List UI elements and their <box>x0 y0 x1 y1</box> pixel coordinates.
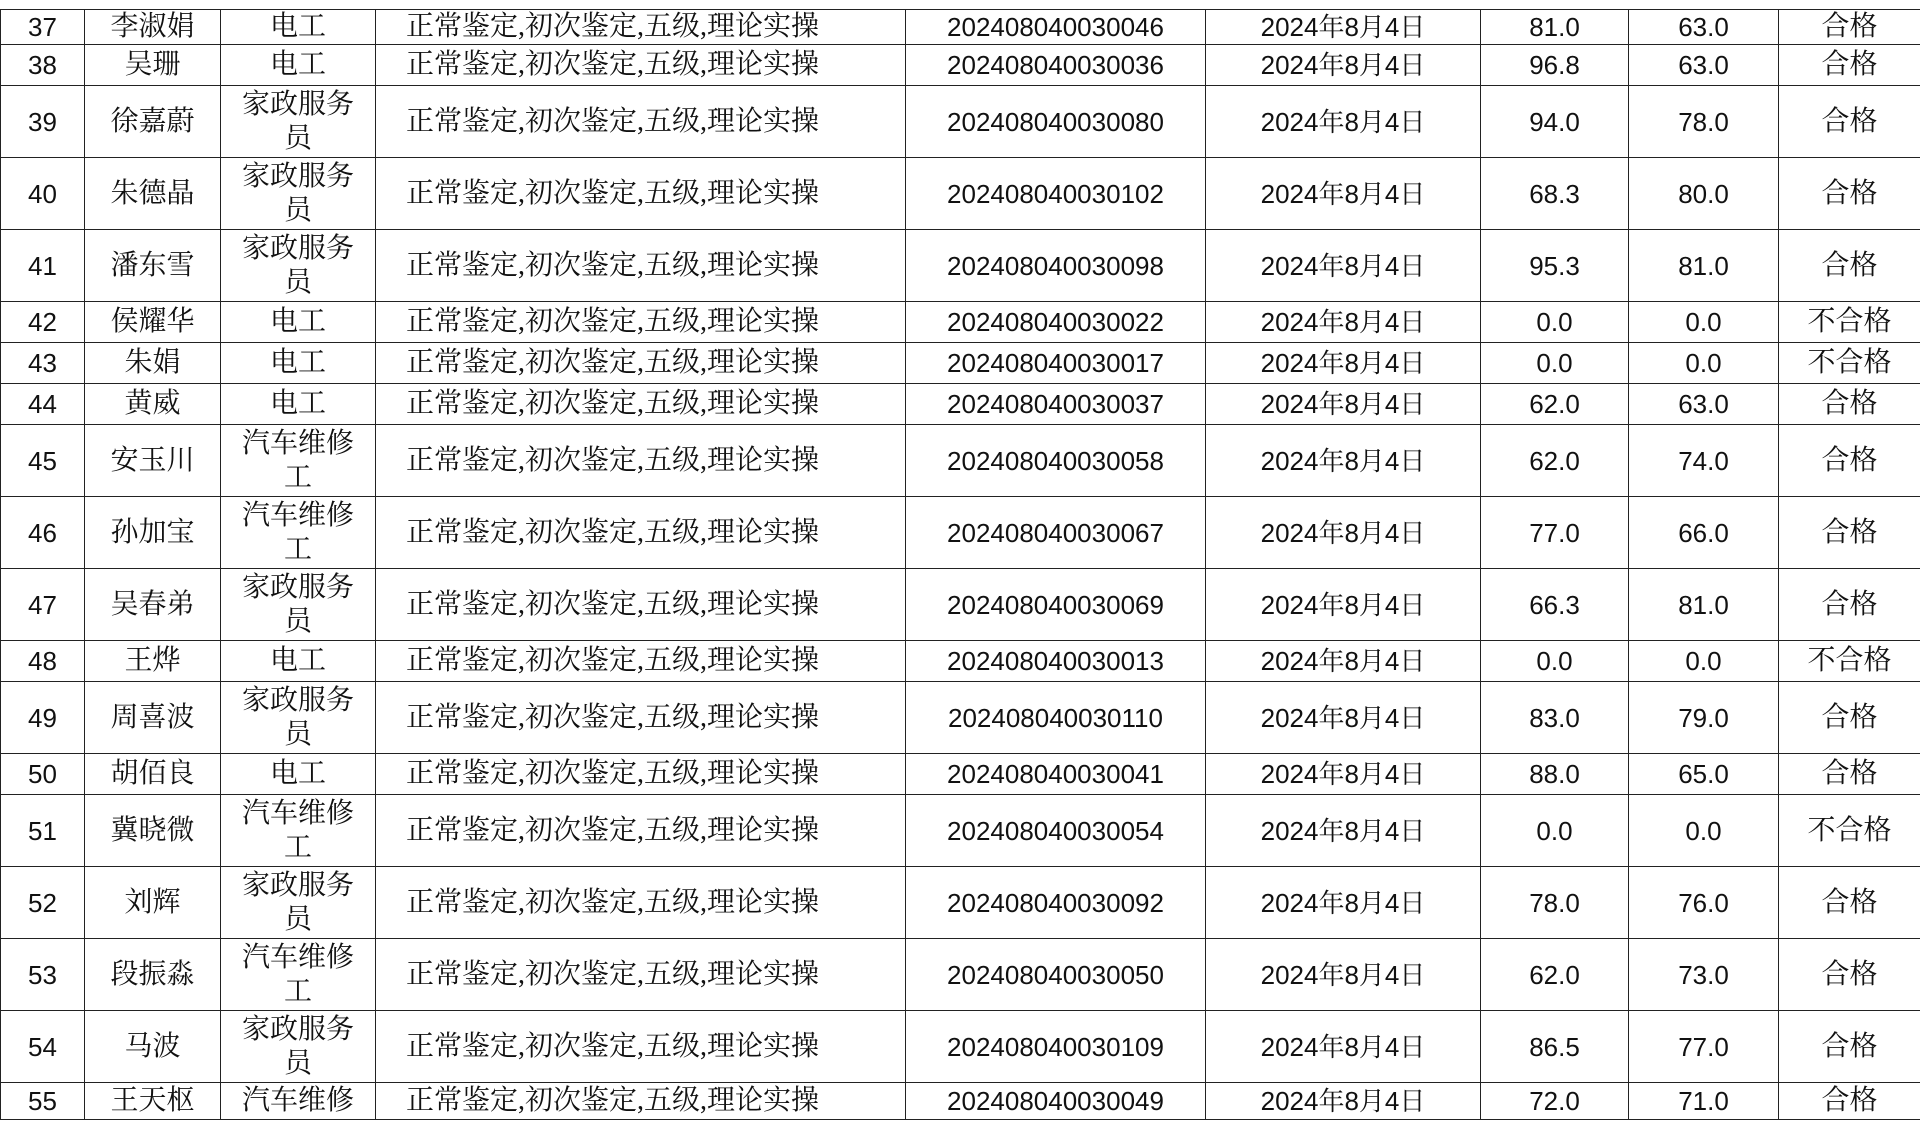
assessment-type-cell: 正常鉴定,初次鉴定,五级,理论实操 <box>376 384 906 425</box>
name-cell: 李淑娟 <box>85 10 221 45</box>
exam-date-cell: 2024年8月4日 <box>1206 867 1481 939</box>
name-cell: 潘东雪 <box>85 230 221 302</box>
occupation-label: 家政服务员 <box>241 232 354 298</box>
occupation-cell <box>221 45 376 86</box>
result-cell: 合格 <box>1779 569 1920 641</box>
name-cell: 黄威 <box>85 384 221 425</box>
assessment-type-cell: 正常鉴定,初次鉴定,五级,理论实操 <box>376 45 906 86</box>
occupation-label: 汽车维修 <box>241 1085 354 1116</box>
assessment-type-cell: 正常鉴定,初次鉴定,五级,理论实操 <box>376 795 906 867</box>
practical-score-cell: 0.0 <box>1629 302 1779 343</box>
theory-score-cell: 0.0 <box>1481 302 1629 343</box>
theory-score-cell: 0.0 <box>1481 343 1629 384</box>
assessment-type-cell: 正常鉴定,初次鉴定,五级,理论实操 <box>376 497 906 569</box>
row-number: 38 <box>1 45 85 86</box>
table-row <box>1 682 1920 754</box>
name-cell: 吴珊 <box>85 45 221 86</box>
theory-score-cell: 77.0 <box>1481 497 1629 569</box>
occupation-label: 汽车维修工 <box>241 941 354 1007</box>
theory-score-cell: 88.0 <box>1481 754 1629 795</box>
theory-score-cell: 62.0 <box>1481 939 1629 1011</box>
practical-score-cell: 79.0 <box>1629 682 1779 754</box>
occupation-label: 电工 <box>269 11 326 42</box>
occupation-cell <box>221 158 376 230</box>
practical-score-cell: 78.0 <box>1629 86 1779 158</box>
practical-score-cell: 76.0 <box>1629 867 1779 939</box>
occupation-cell <box>221 384 376 425</box>
theory-score-cell: 83.0 <box>1481 682 1629 754</box>
table-row <box>1 939 1920 1011</box>
exam-date-cell: 2024年8月4日 <box>1206 158 1481 230</box>
table-row <box>1 1011 1920 1083</box>
result-cell: 合格 <box>1779 754 1920 795</box>
occupation-cell <box>221 343 376 384</box>
theory-score-cell: 94.0 <box>1481 86 1629 158</box>
table-row <box>1 302 1920 343</box>
name-cell: 徐嘉蔚 <box>85 86 221 158</box>
exam-date-cell: 2024年8月4日 <box>1206 795 1481 867</box>
table-row <box>1 795 1920 867</box>
assessment-type-cell: 正常鉴定,初次鉴定,五级,理论实操 <box>376 569 906 641</box>
exam-date-cell: 2024年8月4日 <box>1206 86 1481 158</box>
table-row <box>1 384 1920 425</box>
row-number: 52 <box>1 867 85 939</box>
occupation-cell <box>221 230 376 302</box>
assessment-type-cell: 正常鉴定,初次鉴定,五级,理论实操 <box>376 754 906 795</box>
occupation-cell <box>221 641 376 682</box>
exam-date-cell: 2024年8月4日 <box>1206 569 1481 641</box>
certificate-number-cell: 202408040030013 <box>906 641 1206 682</box>
assessment-type-cell: 正常鉴定,初次鉴定,五级,理论实操 <box>376 10 906 45</box>
table-row <box>1 10 1920 45</box>
assessment-type-cell: 正常鉴定,初次鉴定,五级,理论实操 <box>376 302 906 343</box>
occupation-cell <box>221 86 376 158</box>
certificate-number-cell: 202408040030017 <box>906 343 1206 384</box>
row-number: 42 <box>1 302 85 343</box>
table-row <box>1 343 1920 384</box>
theory-score-cell: 86.5 <box>1481 1011 1629 1083</box>
table-row <box>1 497 1920 569</box>
assessment-type-cell: 正常鉴定,初次鉴定,五级,理论实操 <box>376 682 906 754</box>
result-cell: 合格 <box>1779 425 1920 497</box>
name-cell: 安玉川 <box>85 425 221 497</box>
theory-score-cell: 68.3 <box>1481 158 1629 230</box>
certificate-number-cell: 202408040030067 <box>906 497 1206 569</box>
occupation-cell <box>221 939 376 1011</box>
name-cell: 朱德晶 <box>85 158 221 230</box>
assessment-type-cell: 正常鉴定,初次鉴定,五级,理论实操 <box>376 1083 906 1120</box>
exam-date-cell: 2024年8月4日 <box>1206 10 1481 45</box>
occupation-cell <box>221 867 376 939</box>
exam-date-cell: 2024年8月4日 <box>1206 1011 1481 1083</box>
result-cell: 合格 <box>1779 158 1920 230</box>
certificate-number-cell: 202408040030058 <box>906 425 1206 497</box>
name-cell: 马波 <box>85 1011 221 1083</box>
occupation-label: 汽车维修工 <box>241 499 354 565</box>
row-number: 49 <box>1 682 85 754</box>
result-cell: 合格 <box>1779 497 1920 569</box>
theory-score-cell: 0.0 <box>1481 795 1629 867</box>
assessment-type-cell: 正常鉴定,初次鉴定,五级,理论实操 <box>376 230 906 302</box>
occupation-cell <box>221 795 376 867</box>
occupation-label: 家政服务员 <box>241 88 354 154</box>
certificate-number-cell: 202408040030046 <box>906 10 1206 45</box>
exam-date-cell: 2024年8月4日 <box>1206 45 1481 86</box>
occupation-label: 电工 <box>269 758 326 789</box>
table-row <box>1 45 1920 86</box>
theory-score-cell: 62.0 <box>1481 425 1629 497</box>
row-number: 40 <box>1 158 85 230</box>
occupation-cell <box>221 1011 376 1083</box>
name-cell: 吴春弟 <box>85 569 221 641</box>
occupation-cell <box>221 425 376 497</box>
certificate-number-cell: 202408040030022 <box>906 302 1206 343</box>
occupation-cell <box>221 302 376 343</box>
exam-date-cell: 2024年8月4日 <box>1206 1083 1481 1120</box>
practical-score-cell: 81.0 <box>1629 569 1779 641</box>
table-row <box>1 754 1920 795</box>
occupation-label: 电工 <box>269 645 326 676</box>
result-cell: 不合格 <box>1779 343 1920 384</box>
theory-score-cell: 96.8 <box>1481 45 1629 86</box>
name-cell: 王天枢 <box>85 1083 221 1120</box>
table-row <box>1 86 1920 158</box>
result-cell: 合格 <box>1779 1011 1920 1083</box>
row-number: 47 <box>1 569 85 641</box>
practical-score-cell: 80.0 <box>1629 158 1779 230</box>
row-number: 45 <box>1 425 85 497</box>
table-row <box>1 641 1920 682</box>
result-cell: 不合格 <box>1779 795 1920 867</box>
practical-score-cell: 66.0 <box>1629 497 1779 569</box>
result-cell: 合格 <box>1779 1083 1920 1120</box>
assessment-type-cell: 正常鉴定,初次鉴定,五级,理论实操 <box>376 867 906 939</box>
row-number: 51 <box>1 795 85 867</box>
exam-date-cell: 2024年8月4日 <box>1206 425 1481 497</box>
practical-score-cell: 63.0 <box>1629 10 1779 45</box>
exam-date-cell: 2024年8月4日 <box>1206 754 1481 795</box>
result-cell: 合格 <box>1779 230 1920 302</box>
result-cell: 不合格 <box>1779 302 1920 343</box>
row-number: 43 <box>1 343 85 384</box>
row-number: 54 <box>1 1011 85 1083</box>
exam-date-cell: 2024年8月4日 <box>1206 230 1481 302</box>
theory-score-cell: 0.0 <box>1481 641 1629 682</box>
result-cell: 合格 <box>1779 384 1920 425</box>
name-cell: 王烨 <box>85 641 221 682</box>
result-cell: 合格 <box>1779 45 1920 86</box>
practical-score-cell: 71.0 <box>1629 1083 1779 1120</box>
name-cell: 孙加宝 <box>85 497 221 569</box>
practical-score-cell: 0.0 <box>1629 641 1779 682</box>
certificate-number-cell: 202408040030069 <box>906 569 1206 641</box>
practical-score-cell: 77.0 <box>1629 1011 1779 1083</box>
table-row <box>1 425 1920 497</box>
row-number: 39 <box>1 86 85 158</box>
certificate-number-cell: 202408040030041 <box>906 754 1206 795</box>
assessment-type-cell: 正常鉴定,初次鉴定,五级,理论实操 <box>376 86 906 158</box>
result-cell: 合格 <box>1779 86 1920 158</box>
row-number: 50 <box>1 754 85 795</box>
row-number: 48 <box>1 641 85 682</box>
occupation-label: 家政服务员 <box>241 160 354 226</box>
result-cell: 合格 <box>1779 939 1920 1011</box>
exam-date-cell: 2024年8月4日 <box>1206 302 1481 343</box>
results-table-body <box>1 10 1920 1120</box>
occupation-label: 电工 <box>269 49 326 80</box>
theory-score-cell: 72.0 <box>1481 1083 1629 1120</box>
name-cell: 冀晓微 <box>85 795 221 867</box>
table-row <box>1 867 1920 939</box>
theory-score-cell: 62.0 <box>1481 384 1629 425</box>
row-number: 55 <box>1 1083 85 1120</box>
occupation-label: 电工 <box>269 388 326 419</box>
name-cell: 刘辉 <box>85 867 221 939</box>
certificate-number-cell: 202408040030102 <box>906 158 1206 230</box>
certificate-number-cell: 202408040030080 <box>906 86 1206 158</box>
certificate-number-cell: 202408040030049 <box>906 1083 1206 1120</box>
row-number: 44 <box>1 384 85 425</box>
row-number: 46 <box>1 497 85 569</box>
name-cell: 朱娟 <box>85 343 221 384</box>
theory-score-cell: 66.3 <box>1481 569 1629 641</box>
practical-score-cell: 63.0 <box>1629 45 1779 86</box>
row-number: 37 <box>1 10 85 45</box>
results-table-container <box>0 9 1920 1120</box>
exam-date-cell: 2024年8月4日 <box>1206 641 1481 682</box>
table-row <box>1 1083 1920 1120</box>
certificate-number-cell: 202408040030054 <box>906 795 1206 867</box>
result-cell: 不合格 <box>1779 641 1920 682</box>
assessment-type-cell: 正常鉴定,初次鉴定,五级,理论实操 <box>376 425 906 497</box>
name-cell: 侯耀华 <box>85 302 221 343</box>
results-table <box>0 9 1920 1120</box>
certificate-number-cell: 202408040030036 <box>906 45 1206 86</box>
exam-date-cell: 2024年8月4日 <box>1206 939 1481 1011</box>
practical-score-cell: 0.0 <box>1629 343 1779 384</box>
occupation-label: 汽车维修工 <box>241 797 354 863</box>
assessment-type-cell: 正常鉴定,初次鉴定,五级,理论实操 <box>376 641 906 682</box>
theory-score-cell: 81.0 <box>1481 10 1629 45</box>
occupation-label: 家政服务员 <box>241 571 354 637</box>
certificate-number-cell: 202408040030092 <box>906 867 1206 939</box>
practical-score-cell: 73.0 <box>1629 939 1779 1011</box>
theory-score-cell: 78.0 <box>1481 867 1629 939</box>
theory-score-cell: 95.3 <box>1481 230 1629 302</box>
occupation-label: 家政服务员 <box>241 684 354 750</box>
practical-score-cell: 74.0 <box>1629 425 1779 497</box>
name-cell: 周喜波 <box>85 682 221 754</box>
row-number: 41 <box>1 230 85 302</box>
occupation-cell <box>221 10 376 45</box>
assessment-type-cell: 正常鉴定,初次鉴定,五级,理论实操 <box>376 939 906 1011</box>
occupation-cell <box>221 497 376 569</box>
occupation-label: 汽车维修工 <box>241 427 354 493</box>
exam-date-cell: 2024年8月4日 <box>1206 384 1481 425</box>
table-row <box>1 230 1920 302</box>
certificate-number-cell: 202408040030109 <box>906 1011 1206 1083</box>
assessment-type-cell: 正常鉴定,初次鉴定,五级,理论实操 <box>376 1011 906 1083</box>
row-number: 53 <box>1 939 85 1011</box>
occupation-label: 电工 <box>269 347 326 378</box>
certificate-number-cell: 202408040030050 <box>906 939 1206 1011</box>
table-row <box>1 158 1920 230</box>
practical-score-cell: 81.0 <box>1629 230 1779 302</box>
certificate-number-cell: 202408040030037 <box>906 384 1206 425</box>
occupation-cell <box>221 754 376 795</box>
result-cell: 合格 <box>1779 682 1920 754</box>
assessment-type-cell: 正常鉴定,初次鉴定,五级,理论实操 <box>376 343 906 384</box>
occupation-label: 家政服务员 <box>241 869 354 935</box>
certificate-number-cell: 202408040030110 <box>906 682 1206 754</box>
practical-score-cell: 0.0 <box>1629 795 1779 867</box>
certificate-number-cell: 202408040030098 <box>906 230 1206 302</box>
exam-date-cell: 2024年8月4日 <box>1206 343 1481 384</box>
occupation-cell <box>221 682 376 754</box>
exam-date-cell: 2024年8月4日 <box>1206 682 1481 754</box>
practical-score-cell: 63.0 <box>1629 384 1779 425</box>
name-cell: 段振淼 <box>85 939 221 1011</box>
name-cell: 胡佰良 <box>85 754 221 795</box>
occupation-cell <box>221 1083 376 1120</box>
occupation-cell <box>221 569 376 641</box>
occupation-label: 家政服务员 <box>241 1013 354 1079</box>
assessment-type-cell: 正常鉴定,初次鉴定,五级,理论实操 <box>376 158 906 230</box>
practical-score-cell: 65.0 <box>1629 754 1779 795</box>
result-cell: 合格 <box>1779 10 1920 45</box>
exam-date-cell: 2024年8月4日 <box>1206 497 1481 569</box>
table-row <box>1 569 1920 641</box>
result-cell: 合格 <box>1779 867 1920 939</box>
occupation-label: 电工 <box>269 306 326 337</box>
